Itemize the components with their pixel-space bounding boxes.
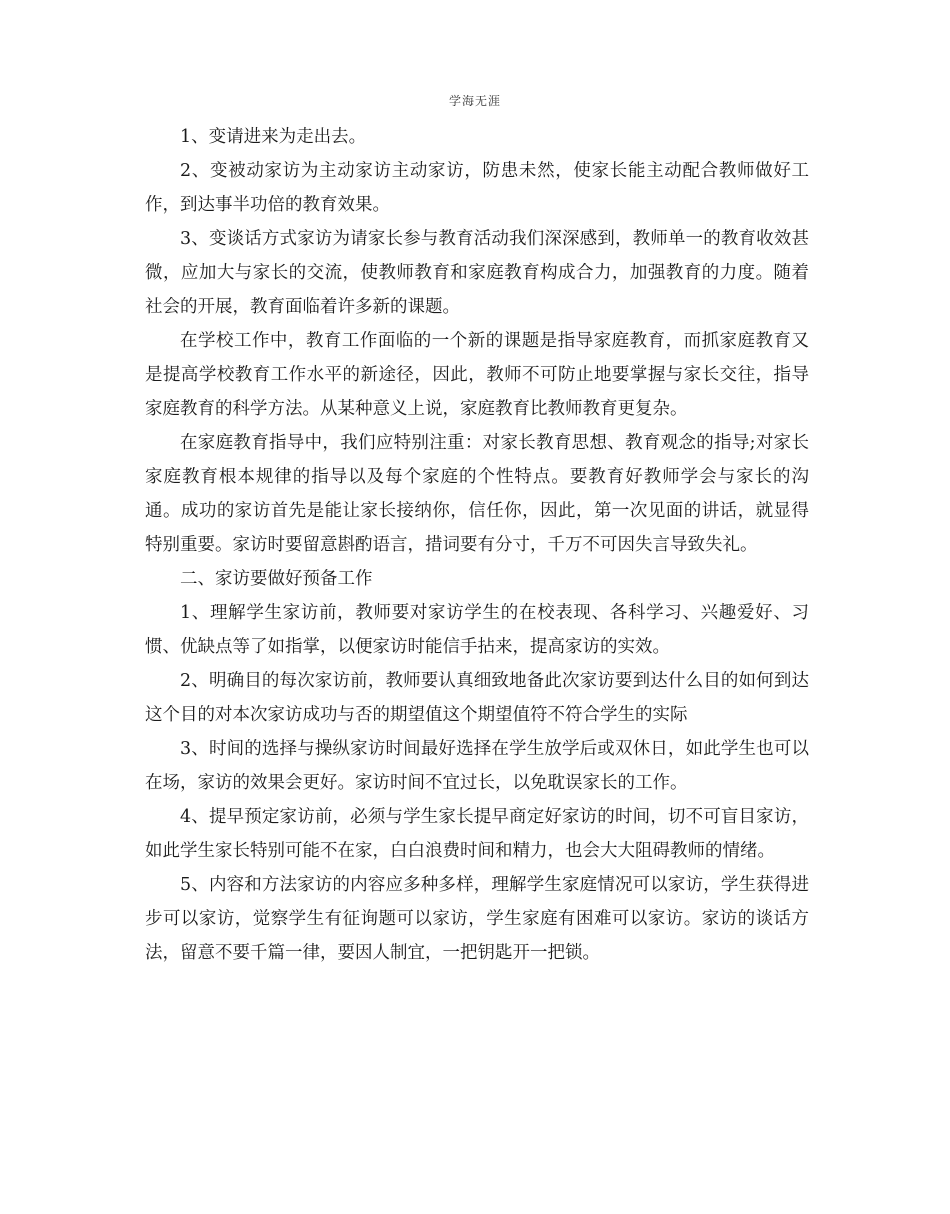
paragraph: 3、时间的选择与操纵家访时间最好选择在学生放学后或双休日，如此学生也可以在场，家访的效果会更好。家访时间不宜过长，以免耽误家长的工作。	[145, 739, 809, 793]
page-header: 学海无涯	[448, 94, 501, 108]
paragraph: 2、变被动家访为主动家访主动家访，防患未然，使家长能主动配合教师做好工作，到达事半功倍的教育效果。	[145, 161, 809, 215]
paragraph: 在学校工作中，教育工作面临的一个新的课题是指导家庭教育，而抓家庭教育又是提高学校教育工作水平的新途径，因此，教师不可防止地要掌握与家长交往，指导家庭教育的科学方法。从某种意义上说，家庭教育比教师教育更复杂。	[145, 331, 809, 419]
paragraph: 在家庭教育指导中，我们应特别注重：对家长教育思想、教育观念的指导;对家长家庭教育根本规律的指导以及每个家庭的个性特点。要教育好教师学会与家长的沟通。成功的家访首先是能让家长接纳你，信任你，因此，第一次见面的讲话，就显得特别重要。家访时要留意斟酌语言，措词要有分寸，千万不可因失言导致失礼。	[145, 433, 809, 555]
paragraph: 3、变谈话方式家访为请家长参与教育活动我们深深感到，教师单一的教育收效甚微，应加大与家长的交流，使教师教育和家庭教育构成合力，加强教育的力度。随着社会的开展，教育面临着许多新的课题。	[145, 229, 809, 317]
paragraph: 1、理解学生家访前，教师要对家访学生的在校表现、各科学习、兴趣爱好、习惯、优缺点等了如指掌，以便家访时能信手拈来，提高家访的实效。	[145, 603, 809, 657]
paragraph: 4、提早预定家访前，必须与学生家长提早商定好家访的时间，切不可盲目家访，如此学生家长特别可能不在家，白白浪费时间和精力，也会大大阻碍教师的情绪。	[145, 807, 809, 861]
paragraph: 5、内容和方法家访的内容应多种多样，理解学生家庭情况可以家访，学生获得进步可以家访，觉察学生有征询题可以家访，学生家庭有困难可以家访。家访的谈话方法，留意不要千篇一律，要因人制宜，一把钥匙开一把锁。	[145, 875, 809, 963]
paragraph: 2、明确目的每次家访前，教师要认真细致地备此次家访要到达什么目的如何到达这个目的对本次家访成功与否的期望值这个期望值符不符合学生的实际	[145, 671, 809, 725]
paragraph: 1、变请进来为走出去。	[180, 127, 367, 147]
document-body	[145, 120, 809, 970]
section-heading: 二、家访要做好预备工作	[180, 569, 373, 589]
